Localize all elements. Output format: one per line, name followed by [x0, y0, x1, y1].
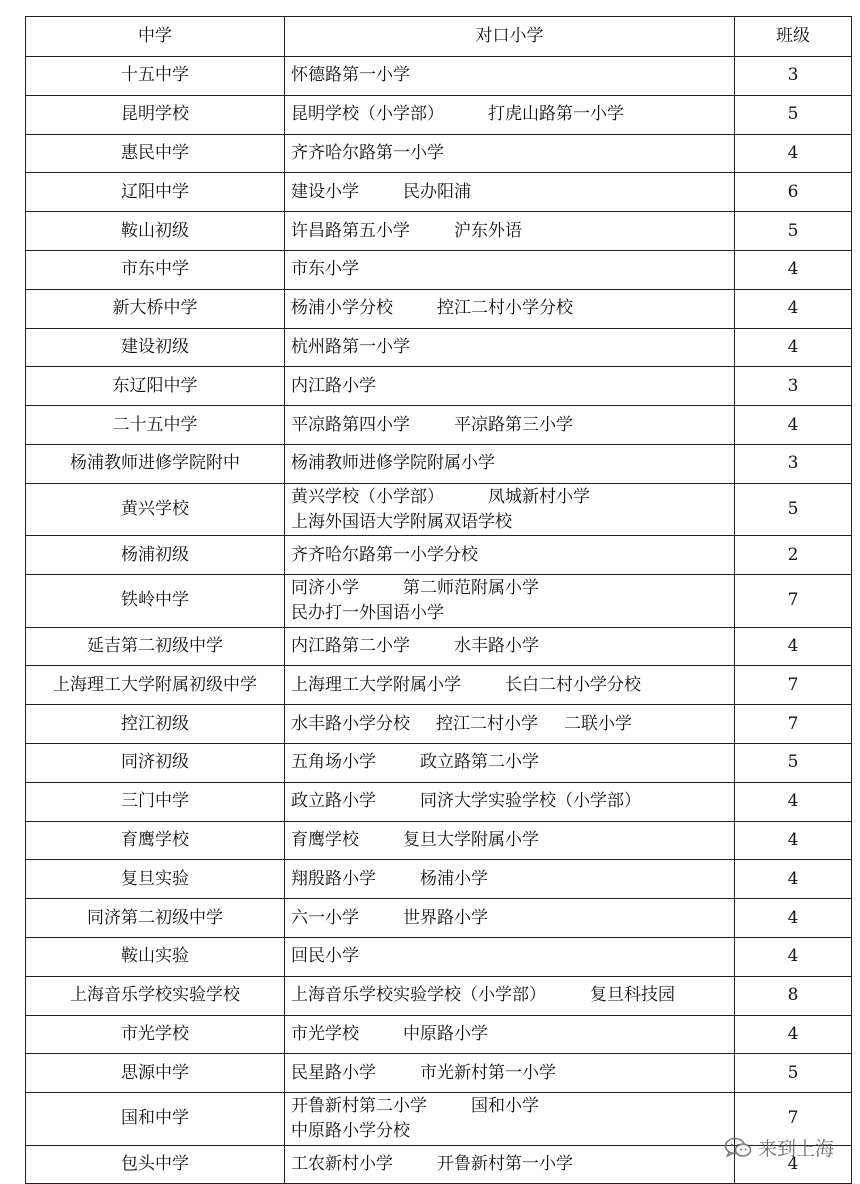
- table-row: [26, 821, 852, 860]
- middle-school-cell: 十五中学: [26, 57, 285, 96]
- class-count-cell: 4: [735, 328, 852, 367]
- primary-school-name: 开鲁新村第二小学: [291, 1095, 427, 1116]
- primary-school-name: 黄兴学校（小学部）: [291, 486, 444, 507]
- primary-school-name: 长白二村小学分校: [505, 674, 641, 695]
- primary-school-name: 水丰路小学分校: [291, 713, 410, 734]
- table-row: [26, 627, 852, 666]
- class-count-cell: 5: [735, 743, 852, 782]
- primary-school-name: 内江路小学: [291, 375, 376, 396]
- primary-school-name: 民办阳浦: [403, 181, 471, 202]
- primary-schools-line: [291, 712, 728, 737]
- primary-school-name: 市光新村第一小学: [420, 1062, 556, 1083]
- middle-school-cell: 思源中学: [26, 1054, 285, 1093]
- primary-school-name: 齐齐哈尔路第一小学分校: [291, 544, 478, 565]
- primary-schools-cell: [285, 406, 735, 445]
- primary-schools-cell: [285, 937, 735, 976]
- primary-schools-line: [291, 789, 728, 814]
- primary-school-name: 复旦大学附属小学: [403, 829, 539, 850]
- primary-schools-line: [291, 63, 728, 88]
- primary-school-name: 上海理工大学附属小学: [291, 674, 461, 695]
- primary-schools-line: [291, 485, 728, 510]
- middle-school-cell: 国和中学: [26, 1093, 285, 1146]
- header-middle-school: 中学: [26, 17, 285, 57]
- primary-schools-line: [291, 867, 728, 892]
- primary-school-name: 工农新村小学: [291, 1154, 393, 1175]
- primary-schools-cell: [285, 782, 735, 821]
- table-row: [26, 575, 852, 628]
- middle-school-cell: 上海理工大学附属初级中学: [26, 666, 285, 705]
- primary-schools-line: [291, 944, 728, 969]
- middle-school-cell: 惠民中学: [26, 134, 285, 173]
- primary-schools-line: [291, 1022, 728, 1047]
- primary-schools-cell: [285, 821, 735, 860]
- primary-school-name: 凤城新村小学: [488, 486, 590, 507]
- watermark: [724, 1134, 834, 1161]
- table-row: [26, 444, 852, 483]
- primary-schools-cell: [285, 212, 735, 251]
- primary-school-name: 六一小学: [291, 907, 359, 928]
- middle-school-cell: 杨浦初级: [26, 536, 285, 575]
- primary-school-name: 复旦科技园: [590, 985, 675, 1006]
- primary-schools-line: [291, 750, 728, 775]
- primary-schools-line: [291, 576, 728, 601]
- primary-school-name: 控江二村小学分校: [437, 298, 573, 319]
- primary-schools-line: [291, 451, 728, 476]
- primary-schools-line: [291, 673, 728, 698]
- class-count-cell: 4: [735, 899, 852, 938]
- middle-school-cell: 黄兴学校: [26, 483, 285, 536]
- primary-school-name: 国和小学: [471, 1095, 539, 1116]
- class-count-cell: 4: [735, 250, 852, 289]
- school-matching-table: [25, 16, 852, 1184]
- primary-school-name: 杭州路第一小学: [291, 336, 410, 357]
- primary-schools-line: [291, 219, 728, 244]
- class-count-cell: 7: [735, 705, 852, 744]
- middle-school-cell: 二十五中学: [26, 406, 285, 445]
- primary-schools-cell: [285, 575, 735, 628]
- primary-schools-cell: [285, 328, 735, 367]
- primary-school-name: 昆明学校（小学部）: [291, 104, 444, 125]
- primary-schools-cell: [285, 173, 735, 212]
- table-row: [26, 367, 852, 406]
- primary-school-name: 五角场小学: [291, 752, 376, 773]
- class-count-cell: 6: [735, 173, 852, 212]
- wechat-icon: [724, 1137, 752, 1159]
- primary-school-name: 杨浦小学分校: [291, 298, 393, 319]
- table-row: [26, 782, 852, 821]
- primary-school-name: 第二师范附属小学: [403, 577, 539, 598]
- middle-school-cell: 育鹰学校: [26, 821, 285, 860]
- middle-school-cell: 控江初级: [26, 705, 285, 744]
- table-row: [26, 705, 852, 744]
- primary-schools-cell: [285, 536, 735, 575]
- table-row: [26, 743, 852, 782]
- primary-schools-cell: [285, 860, 735, 899]
- table-row: [26, 134, 852, 173]
- middle-school-cell: 同济第二初级中学: [26, 899, 285, 938]
- class-count-cell: 4: [735, 1015, 852, 1054]
- primary-school-name: 水丰路小学: [454, 635, 539, 656]
- class-count-cell: 3: [735, 444, 852, 483]
- middle-school-cell: 鞍山实验: [26, 937, 285, 976]
- middle-school-cell: 包头中学: [26, 1145, 285, 1184]
- class-count-cell: 4: [735, 860, 852, 899]
- middle-school-cell: 延吉第二初级中学: [26, 627, 285, 666]
- middle-school-cell: 复旦实验: [26, 860, 285, 899]
- primary-schools-line: [291, 374, 728, 399]
- class-count-cell: 5: [735, 483, 852, 536]
- class-count-cell: 5: [735, 212, 852, 251]
- table-row: [26, 289, 852, 328]
- class-count-cell: 5: [735, 95, 852, 134]
- primary-school-name: 内江路第二小学: [291, 635, 410, 656]
- middle-school-cell: 三门中学: [26, 782, 285, 821]
- primary-schools-line: [291, 1061, 728, 1086]
- class-count-cell: 7: [735, 575, 852, 628]
- primary-school-name: 民星路小学: [291, 1062, 376, 1083]
- table-row: [26, 406, 852, 445]
- primary-schools-cell: [285, 1145, 735, 1184]
- class-count-cell: 3: [735, 57, 852, 96]
- class-count-cell: 4: [735, 1145, 852, 1184]
- primary-school-name: 建设小学: [291, 181, 359, 202]
- primary-school-name: 二联小学: [564, 713, 632, 734]
- primary-schools-cell: [285, 976, 735, 1015]
- table-row: [26, 483, 852, 536]
- primary-schools-line: [291, 1152, 728, 1177]
- primary-schools-line: [291, 141, 728, 166]
- primary-school-name: 翔殷路小学: [291, 868, 376, 889]
- primary-schools-line: [291, 257, 728, 282]
- table-row: [26, 57, 852, 96]
- primary-schools-cell: [285, 1015, 735, 1054]
- primary-school-name: 杨浦小学: [420, 868, 488, 889]
- table-row: [26, 95, 852, 134]
- primary-schools-cell: [285, 627, 735, 666]
- primary-school-name: 怀德路第一小学: [291, 65, 410, 86]
- primary-schools-line: [291, 1094, 728, 1119]
- class-count-cell: 7: [735, 1093, 852, 1146]
- middle-school-cell: 杨浦教师进修学院附中: [26, 444, 285, 483]
- middle-school-cell: 东辽阳中学: [26, 367, 285, 406]
- middle-school-cell: 昆明学校: [26, 95, 285, 134]
- primary-school-name: 同济小学: [291, 577, 359, 598]
- class-count-cell: 4: [735, 821, 852, 860]
- table-body: [26, 57, 852, 1184]
- primary-schools-line: [291, 296, 728, 321]
- middle-school-cell: 建设初级: [26, 328, 285, 367]
- primary-school-name: 许昌路第五小学: [291, 220, 410, 241]
- table-row: [26, 1015, 852, 1054]
- primary-schools-cell: [285, 899, 735, 938]
- table-row: [26, 328, 852, 367]
- primary-school-name: 市光学校: [291, 1023, 359, 1044]
- primary-school-name: 平凉路第四小学: [291, 414, 410, 435]
- class-count-cell: 4: [735, 937, 852, 976]
- primary-school-name: 政立路第二小学: [420, 752, 539, 773]
- primary-school-name: 育鹰学校: [291, 829, 359, 850]
- table-row: [26, 666, 852, 705]
- primary-schools-line: [291, 828, 728, 853]
- table-row: [26, 173, 852, 212]
- class-count-cell: 4: [735, 134, 852, 173]
- primary-schools-line: [291, 102, 728, 127]
- table-row: [26, 1054, 852, 1093]
- primary-schools-cell: [285, 134, 735, 173]
- primary-school-name: 上海音乐学校实验学校（小学部）: [291, 985, 546, 1006]
- primary-schools-line: [291, 335, 728, 360]
- primary-schools-cell: [285, 705, 735, 744]
- class-count-cell: 5: [735, 1054, 852, 1093]
- middle-school-cell: 上海音乐学校实验学校: [26, 976, 285, 1015]
- primary-school-name: 同济大学实验学校（小学部）: [420, 791, 641, 812]
- primary-schools-cell: [285, 743, 735, 782]
- primary-schools-cell: [285, 1054, 735, 1093]
- primary-schools-cell: [285, 666, 735, 705]
- table-row: [26, 536, 852, 575]
- class-count-cell: 8: [735, 976, 852, 1015]
- table-row: [26, 976, 852, 1015]
- middle-school-cell: 新大桥中学: [26, 289, 285, 328]
- class-count-cell: 4: [735, 406, 852, 445]
- primary-schools-cell: [285, 57, 735, 96]
- primary-schools-cell: [285, 289, 735, 328]
- primary-school-name: 世界路小学: [403, 907, 488, 928]
- table-header-row: [26, 17, 852, 57]
- primary-schools-cell: [285, 483, 735, 536]
- primary-school-name: 打虎山路第一小学: [488, 104, 624, 125]
- middle-school-cell: 市东中学: [26, 250, 285, 289]
- primary-school-name: 政立路小学: [291, 791, 376, 812]
- primary-schools-cell: [285, 367, 735, 406]
- primary-schools-line: [291, 906, 728, 931]
- primary-school-name: 市东小学: [291, 259, 359, 280]
- class-count-cell: 4: [735, 627, 852, 666]
- class-count-cell: 4: [735, 782, 852, 821]
- middle-school-cell: 鞍山初级: [26, 212, 285, 251]
- table-row: [26, 899, 852, 938]
- primary-school-name: 民办打一外国语小学: [291, 602, 444, 623]
- primary-school-name: 沪东外语: [454, 220, 522, 241]
- primary-school-name: 控江二村小学: [436, 713, 538, 734]
- primary-schools-cell: [285, 1093, 735, 1146]
- primary-schools-cell: [285, 95, 735, 134]
- primary-school-name: 开鲁新村第一小学: [437, 1154, 573, 1175]
- primary-school-name: 上海外国语大学附属双语学校: [291, 511, 512, 532]
- primary-school-name: 中原路小学: [403, 1023, 488, 1044]
- primary-schools-line: [291, 634, 728, 659]
- primary-schools-line: [291, 983, 728, 1008]
- middle-school-cell: 辽阳中学: [26, 173, 285, 212]
- primary-school-name: 齐齐哈尔路第一小学: [291, 142, 444, 163]
- class-count-cell: 3: [735, 367, 852, 406]
- watermark-text: 来到上海: [757, 1138, 834, 1160]
- middle-school-cell: 市光学校: [26, 1015, 285, 1054]
- primary-school-name: 中原路小学分校: [291, 1120, 410, 1141]
- primary-schools-line: [291, 543, 728, 568]
- header-classes: 班级: [735, 17, 852, 57]
- table-row: [26, 250, 852, 289]
- primary-school-name: 杨浦教师进修学院附属小学: [291, 453, 495, 474]
- header-primary-schools: 对口小学: [285, 17, 735, 57]
- class-count-cell: 4: [735, 289, 852, 328]
- table-row: [26, 860, 852, 899]
- middle-school-cell: 铁岭中学: [26, 575, 285, 628]
- table-row: [26, 937, 852, 976]
- primary-school-name: 平凉路第三小学: [454, 414, 573, 435]
- primary-schools-line: [291, 413, 728, 438]
- primary-schools-cell: [285, 444, 735, 483]
- class-count-cell: 2: [735, 536, 852, 575]
- primary-schools-line: [291, 180, 728, 205]
- middle-school-cell: 同济初级: [26, 743, 285, 782]
- primary-schools-cell: [285, 250, 735, 289]
- table-row: [26, 212, 852, 251]
- class-count-cell: 7: [735, 666, 852, 705]
- primary-school-name: 回民小学: [291, 946, 359, 967]
